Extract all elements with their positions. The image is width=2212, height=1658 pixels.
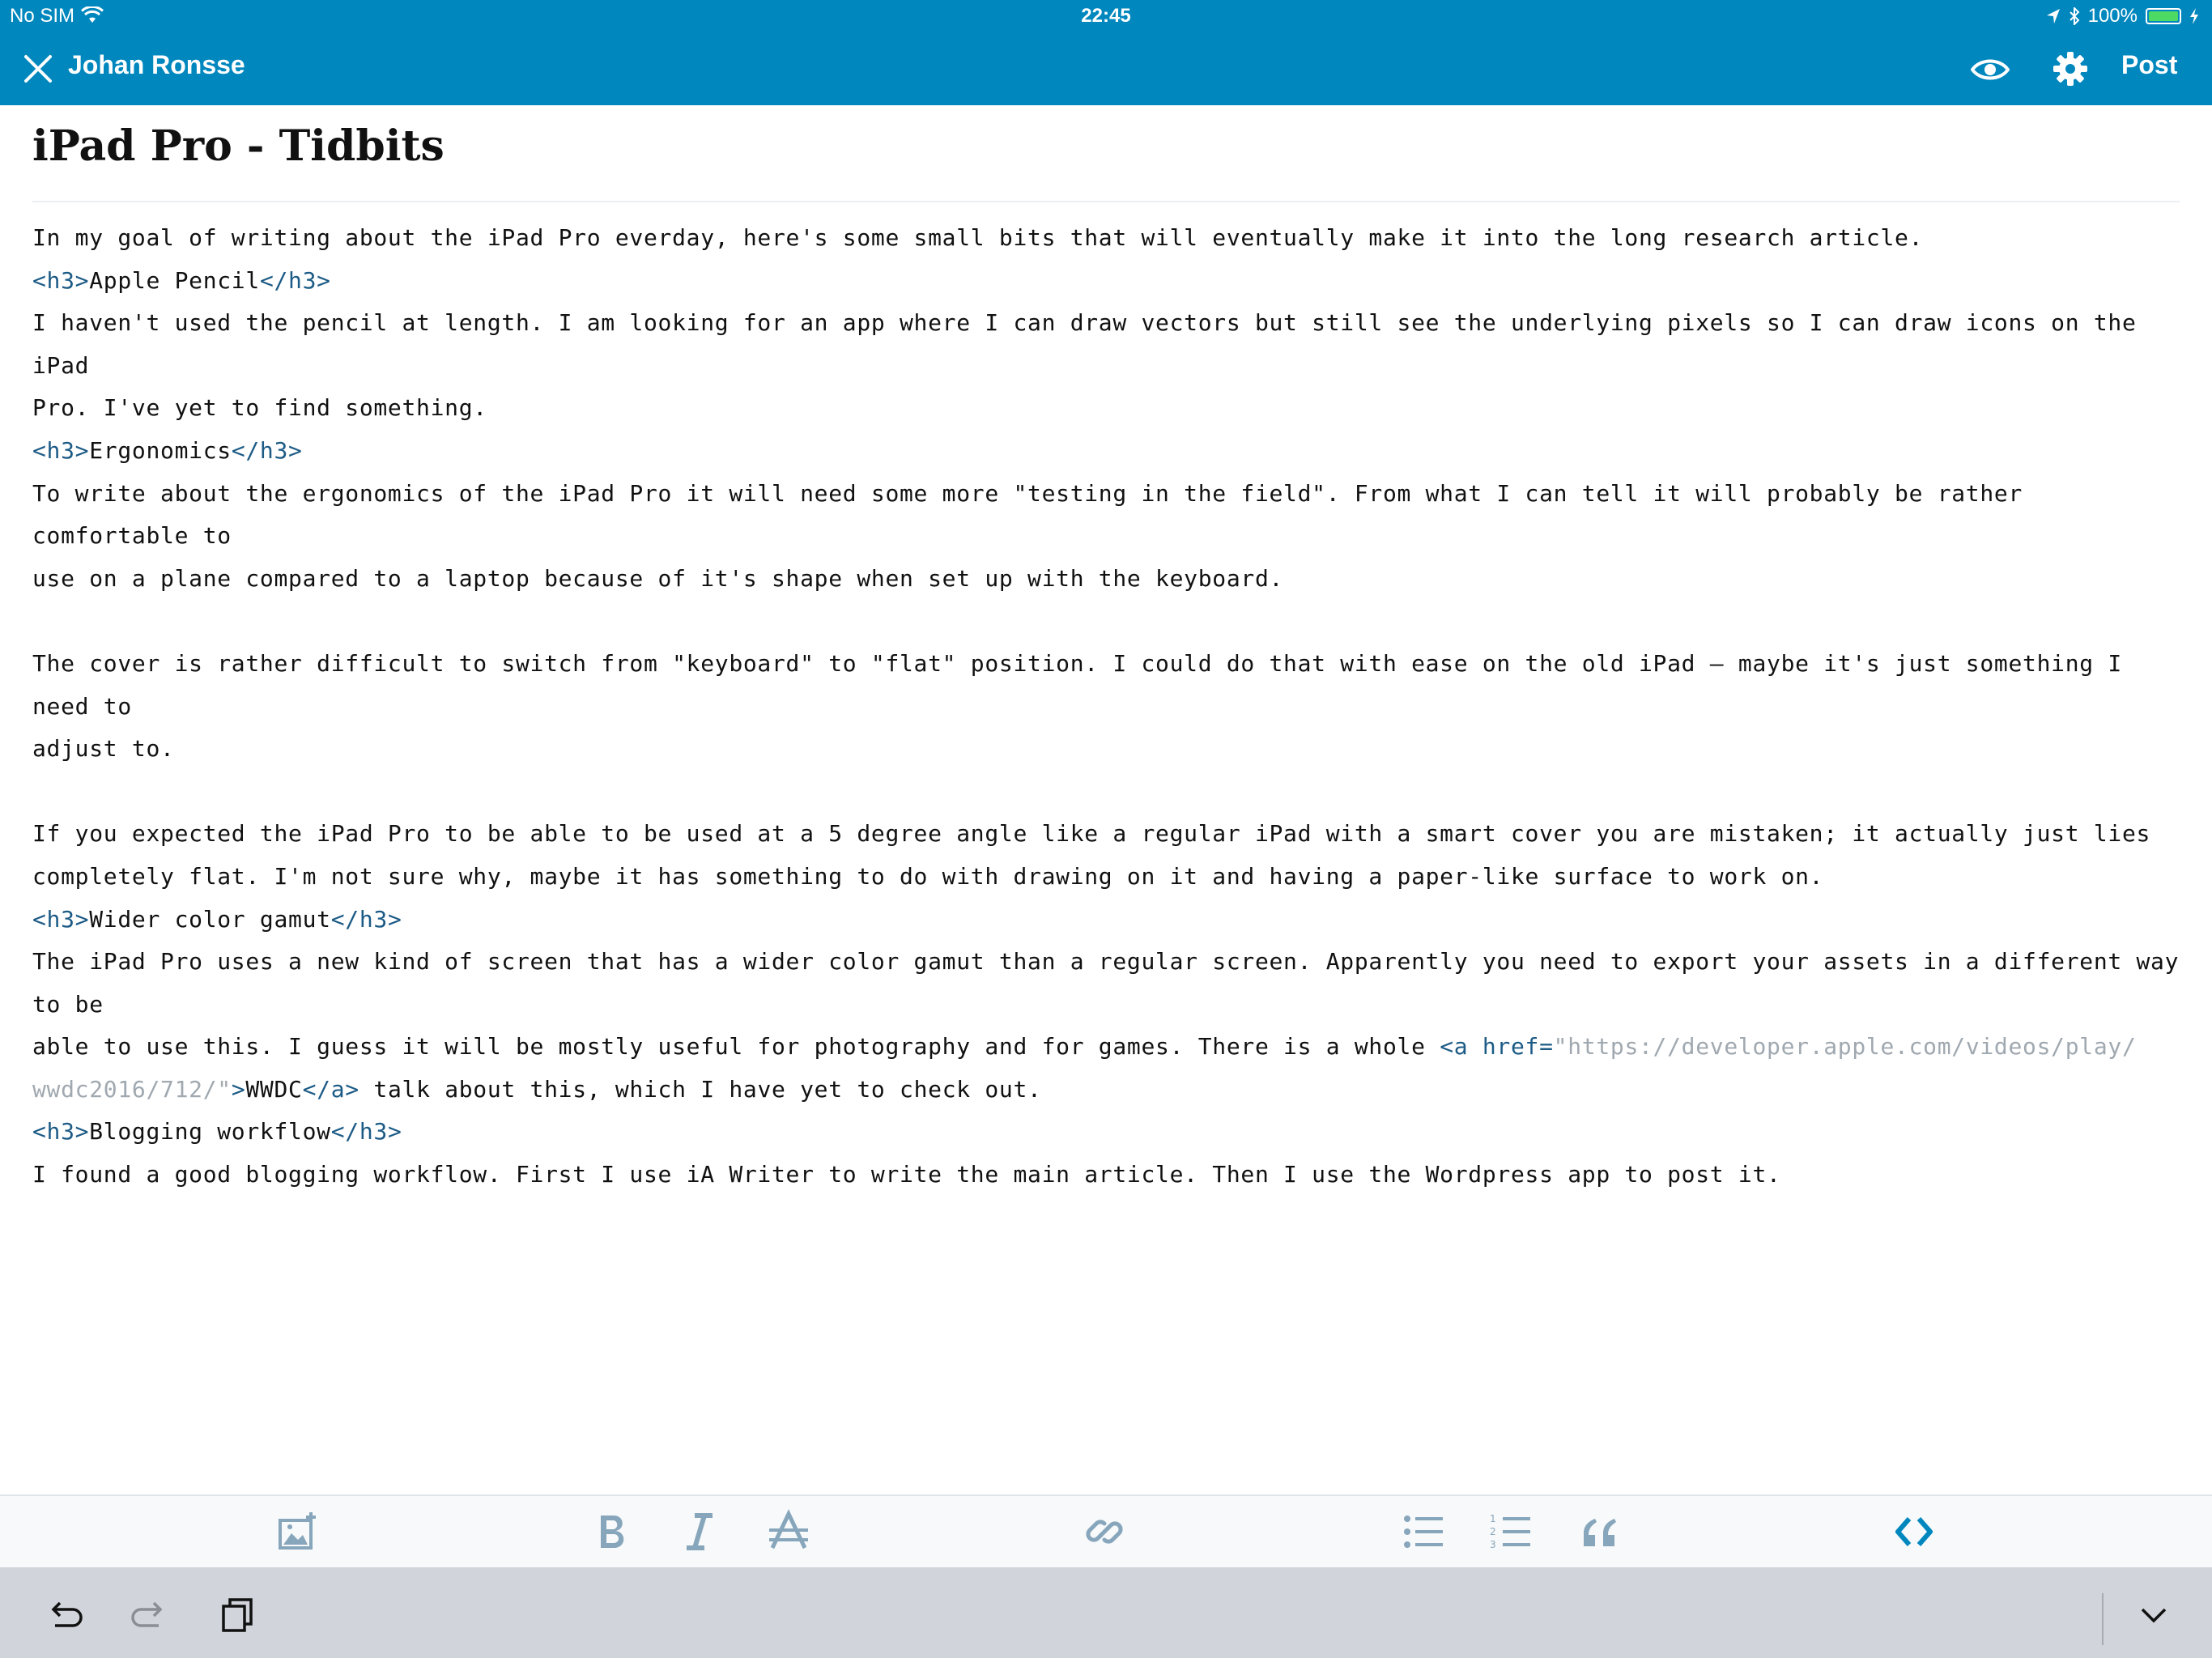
body-line [32,473,2186,558]
preview-eye-icon[interactable] [1971,52,2010,87]
body-text: I found a good blogging workflow. First I use iA Writer to write the main article. Then I use the Wordpress app to post it. [32,1161,1781,1188]
body-text: Apple Pencil [89,266,260,294]
body-line [32,856,2186,899]
battery-icon [2146,8,2181,24]
body-text: To write about the ergonomics of the iPad Pro it will need some more "testing in the field". From what I can tell it will probably be rather comfortable to [32,479,2037,550]
html-tag: > [231,1075,246,1103]
nav-bar [0,34,2212,105]
html-tag: <a href= [1440,1033,1554,1061]
paste-icon[interactable] [219,1595,257,1634]
redo-icon[interactable] [131,1595,170,1634]
status-bar [0,0,2212,34]
body-text: Blogging workflow [89,1118,331,1146]
location-icon [2046,8,2061,24]
html-mode-icon[interactable] [1891,1509,1937,1554]
html-tag: <h3> [32,266,90,294]
unordered-list-icon[interactable] [1401,1509,1446,1554]
body-text: talk about this, which I have yet to check out. [359,1075,1042,1103]
body-line [32,728,2186,771]
italic-icon[interactable] [677,1509,722,1554]
body-line [32,813,2186,856]
html-tag: </h3> [330,905,402,933]
author-name: Johan Ronsse [68,50,245,79]
charging-icon [2189,8,2199,24]
add-media-icon[interactable] [275,1509,321,1554]
undo-icon[interactable] [44,1595,83,1634]
body-line [32,1154,2186,1197]
post-body-editor[interactable] [32,217,2193,1197]
ordered-list-icon[interactable] [1488,1509,1534,1554]
settings-gear-icon[interactable] [2052,50,2089,87]
blockquote-icon[interactable] [1576,1509,1621,1554]
html-tag: </h3> [330,1118,402,1146]
body-text: I haven't used the pencil at length. I am looking for an app where I can draw vectors but still see the underlying pixels so I can draw icons on the iPad [32,309,2151,379]
link-url: "https://developer.apple.com/videos/play/ [1553,1033,2137,1061]
svg-text:2: 2 [1490,1526,1496,1537]
html-tag: </h3> [259,266,331,294]
body-line [32,1026,2186,1069]
body-text: completely flat. I'm not sure why, maybe it has something to do with drawing on it and having a paper-like surface to work on. [32,862,1824,890]
body-line [32,643,2186,728]
html-tag: </a> [302,1075,359,1103]
blank-line [32,600,2186,643]
body-line [32,302,2186,387]
toolbar-separator [2102,1593,2104,1645]
title-divider [32,201,2180,202]
carrier-label: No SIM [10,5,75,27]
body-text: Pro. I've yet to find something. [32,394,487,422]
html-tag: <h3> [32,905,90,933]
body-text: adjust to. [32,735,175,763]
body-line [32,430,2186,473]
strikethrough-icon[interactable] [766,1509,811,1554]
body-line [32,387,2186,430]
battery-percent: 100% [2087,5,2138,27]
body-line [32,217,2186,260]
post-title[interactable]: iPad Pro - Tidbits [32,121,445,171]
body-line [32,1069,2186,1112]
clock: 22:45 [1081,5,1131,27]
html-tag: <h3> [32,436,90,464]
body-text: WWDC [245,1075,303,1103]
status-right [2046,5,2199,28]
html-tag: <h3> [32,1118,90,1146]
keyboard-shortcut-bar [0,1567,2212,1658]
body-line [32,899,2186,942]
body-line [32,941,2193,1026]
blank-line [32,771,2186,814]
body-text: able to use this. I guess it will be mostly useful for photography and for games. There is a whole [32,1033,1440,1061]
link-url: wwdc2016/712/" [32,1075,232,1103]
body-line [32,558,2186,601]
bold-icon[interactable] [589,1509,635,1554]
body-text: use on a plane compared to a laptop because of it's shape when set up with the keyboard. [32,564,1284,592]
body-text: Ergonomics [89,436,232,464]
body-line [32,260,2186,303]
body-text: The cover is rather difficult to switch from "keyboard" to "flat" position. I could do that with ease on the old iPad — maybe it's just something I need to [32,649,2137,720]
hide-keyboard-icon[interactable] [2134,1595,2173,1634]
body-text: In my goal of writing about the iPad Pro everday, here's some small bits that will eventually make it into the long research article. [32,224,1924,251]
top-bar [0,0,2212,105]
body-line [32,1111,2186,1154]
body-text: If you expected the iPad Pro to be able to be used at a 5 degree angle like a regular iPad with a smart cover you are mistaken; it actually just lies [32,820,2151,848]
body-text: Wider color gamut [89,905,331,933]
format-toolbar [0,1494,2212,1567]
svg-text:3: 3 [1490,1539,1496,1550]
post-button[interactable]: Post [2121,50,2178,79]
link-icon[interactable] [1082,1509,1127,1554]
svg-text:1: 1 [1490,1513,1496,1524]
body-text: The iPad Pro uses a new kind of screen that has a wider color gamut than a regular screen. Apparently you need to export your assets in a different way to be [32,948,2193,1018]
html-tag: </h3> [231,436,303,464]
bluetooth-icon [2069,7,2080,25]
close-icon[interactable] [21,52,55,86]
